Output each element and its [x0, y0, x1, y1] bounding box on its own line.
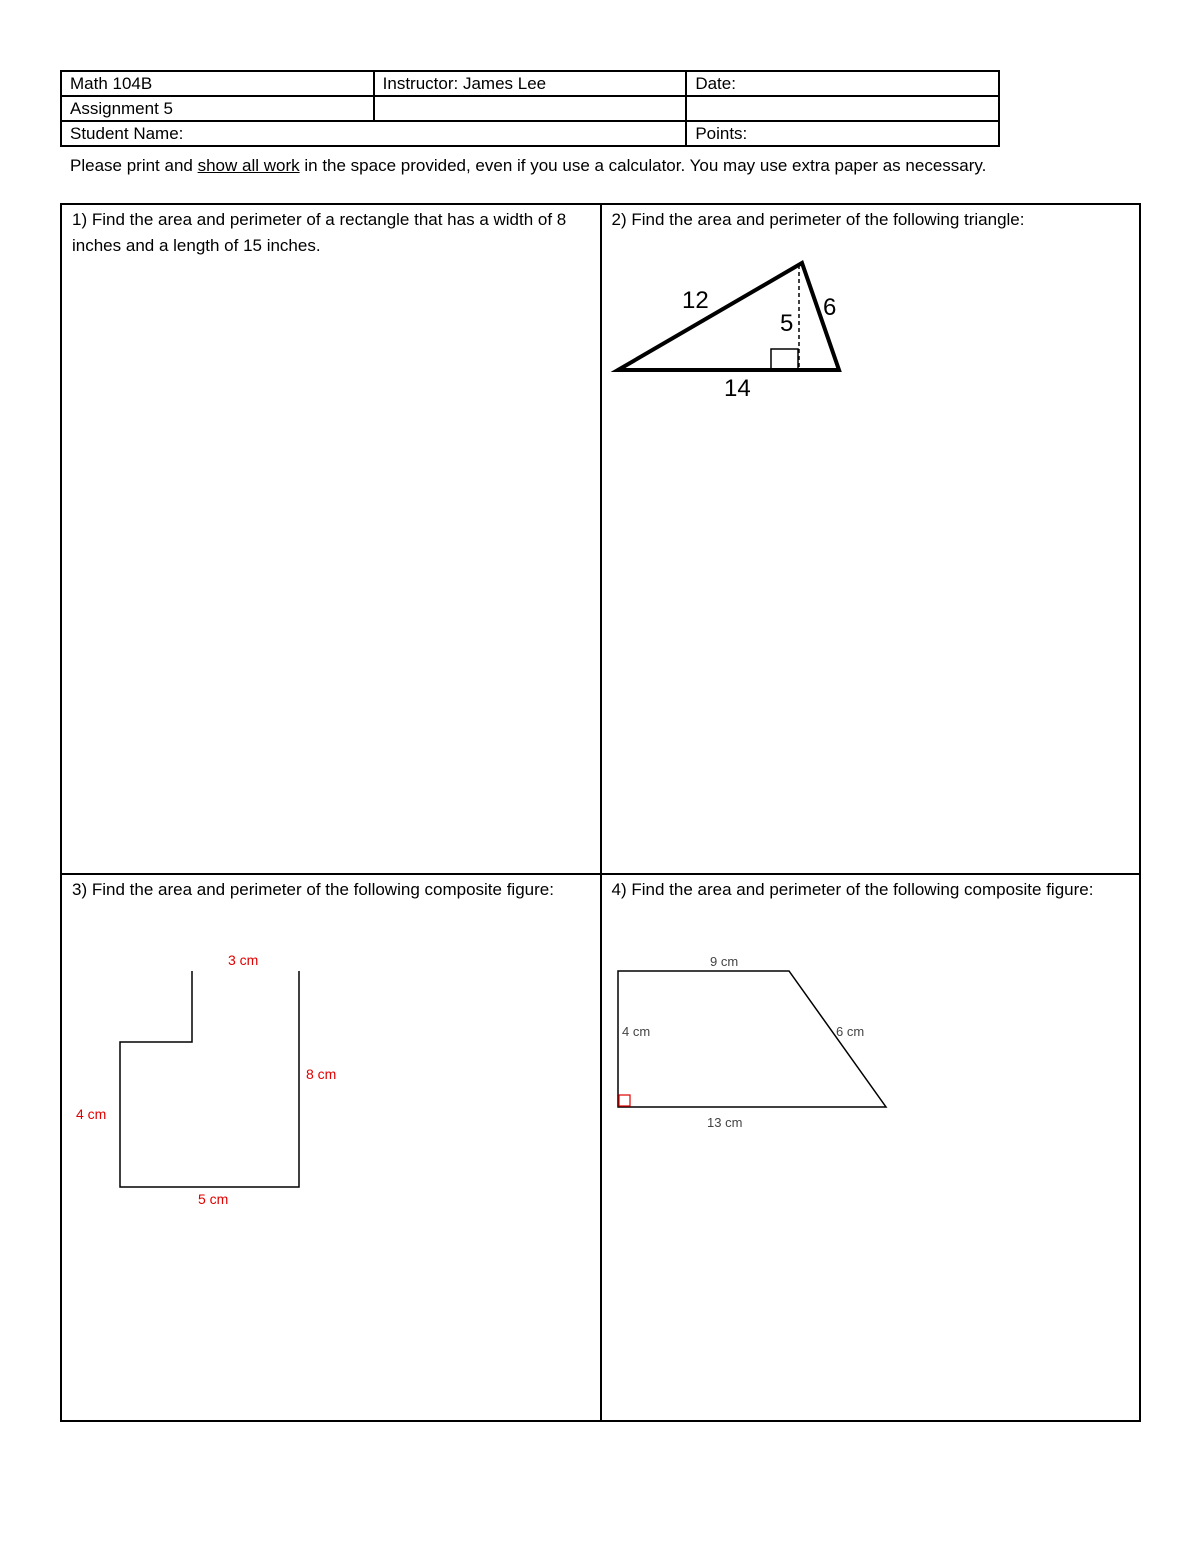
composite-figure-1 [70, 947, 370, 1207]
composite-2-bottom-label: 13 cm [706, 1115, 742, 1130]
triangle-base-label: 14 [723, 375, 751, 402]
question-2-text: Find the area and perimeter of the following triangle: [631, 210, 1025, 229]
empty-cell [374, 96, 687, 121]
composite-2-left-label: 4 cm [621, 1024, 650, 1039]
question-3-text: Find the area and perimeter of the following composite figure: [91, 880, 554, 899]
composite-2-right-angle-marker [619, 1095, 630, 1106]
composite-1-left-label: 4 cm [76, 1106, 107, 1122]
question-1-number: 1) [72, 210, 88, 229]
problem-grid [60, 203, 1141, 1422]
problem-2-cell[interactable] [601, 204, 1141, 874]
composite-2-top-label: 9 cm [709, 954, 738, 969]
composite-1-right-label: 8 cm [306, 1066, 337, 1082]
instructions-emphasis: show all work [197, 156, 300, 175]
question-2-number: 2) [611, 210, 627, 229]
empty-cell [686, 96, 999, 121]
question-4 [602, 875, 1140, 903]
triangle-figure [610, 255, 870, 415]
question-4-text: Find the area and perimeter of the following composite figure: [631, 880, 1094, 899]
question-4-number: 4) [611, 880, 627, 899]
triangle-side-right-label: 6 [822, 294, 836, 321]
course-cell: Math 104B [61, 71, 374, 96]
question-1 [62, 205, 600, 259]
question-3-number: 3) [72, 880, 88, 899]
date-cell[interactable]: Date: [686, 71, 999, 96]
triangle-side-left-label: 12 [681, 287, 709, 314]
student-name-cell[interactable]: Student Name: [61, 121, 686, 146]
composite-1-bottom-label: 5 cm [198, 1191, 229, 1207]
problem-3-cell[interactable] [61, 874, 601, 1421]
question-2 [602, 205, 1140, 233]
instructor-cell: Instructor: James Lee [374, 71, 687, 96]
instructions [70, 156, 986, 176]
triangle-height-label: 5 [779, 310, 793, 337]
right-angle-marker [771, 349, 798, 370]
triangle-shape [618, 263, 839, 370]
composite-figure-2 [610, 947, 910, 1147]
instructions-before: Please print and [70, 156, 198, 175]
question-1-text: Find the area and perimeter of a rectangle that has a width of 8 inches and a length of 15 inches. [72, 210, 567, 255]
instructions-after: in the space provided, even if you use a calculator. You may use extra paper as necessary. [299, 156, 987, 175]
assignment-cell: Assignment 5 [61, 96, 374, 121]
composite-1-top-label: 3 cm [228, 952, 259, 968]
composite-1-shape [120, 971, 299, 1187]
header-table [60, 70, 1000, 147]
composite-2-slant-label: 6 cm [835, 1024, 864, 1039]
problem-4-cell[interactable] [601, 874, 1141, 1421]
composite-2-shape [618, 971, 886, 1107]
points-cell: Points: [686, 121, 999, 146]
question-3 [62, 875, 600, 903]
problem-1-cell[interactable] [61, 204, 601, 874]
